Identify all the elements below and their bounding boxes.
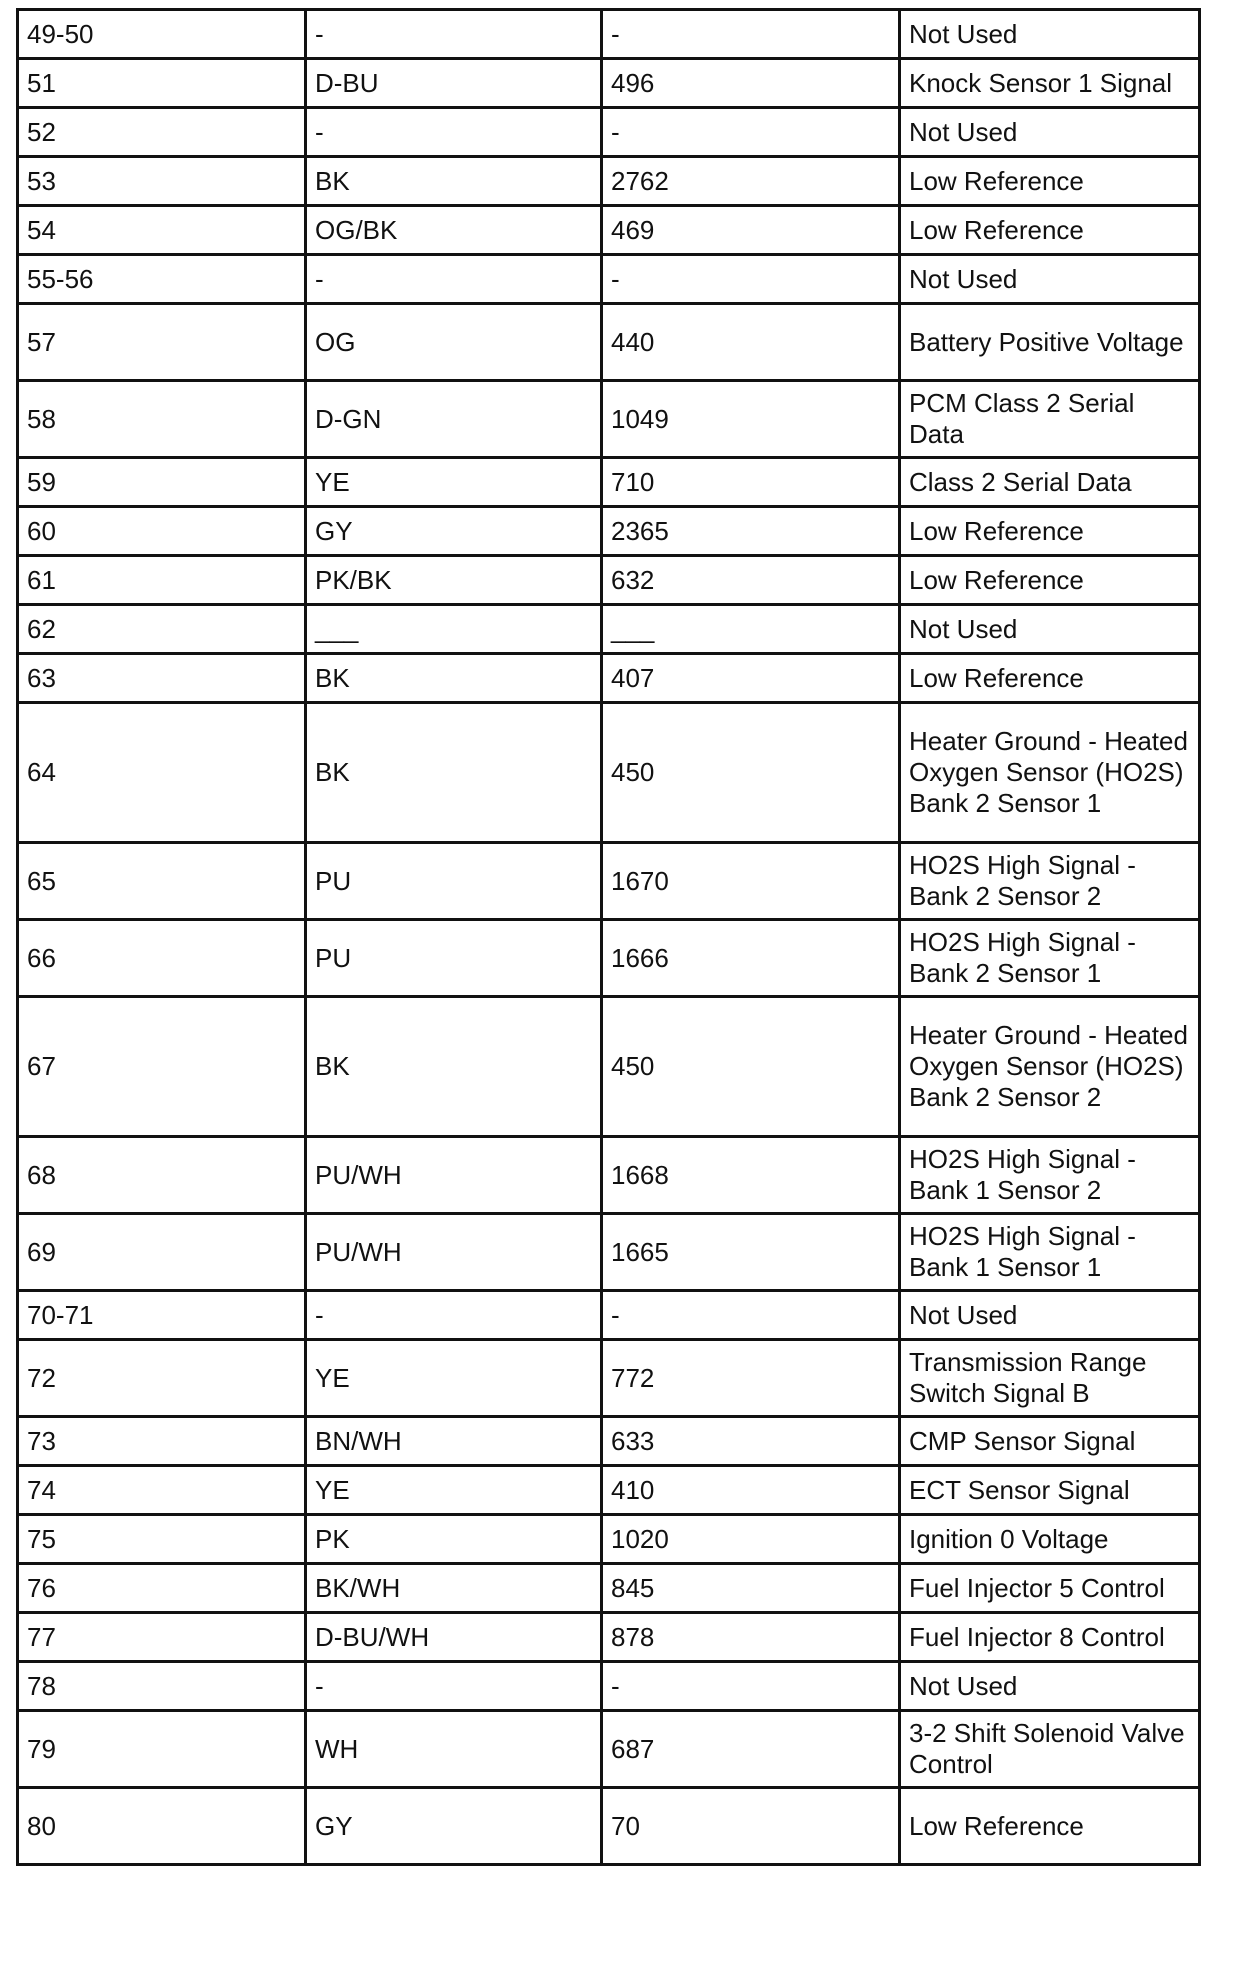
function-cell: HO2S High Signal - Bank 1 Sensor 2 [900, 1137, 1200, 1214]
pin-cell: 63 [18, 654, 306, 703]
table-row [18, 255, 1200, 304]
table-row [18, 997, 1200, 1137]
circuit-cell: 1668 [602, 1137, 900, 1214]
pin-cell: 59 [18, 458, 306, 507]
table-row [18, 381, 1200, 458]
table-row [18, 1466, 1200, 1515]
table-row [18, 1291, 1200, 1340]
pin-cell: 60 [18, 507, 306, 556]
table-row [18, 605, 1200, 654]
wire-color-cell: D-GN [306, 381, 602, 458]
circuit-cell: 772 [602, 1340, 900, 1417]
table-row [18, 556, 1200, 605]
wire-color-cell: YE [306, 458, 602, 507]
circuit-cell: 845 [602, 1564, 900, 1613]
function-cell: CMP Sensor Signal [900, 1417, 1200, 1466]
table-row [18, 654, 1200, 703]
function-cell: Not Used [900, 1291, 1200, 1340]
function-cell: Heater Ground - Heated Oxygen Sensor (HO2S) Bank 2 Sensor 2 [900, 997, 1200, 1137]
wire-color-cell: BK [306, 703, 602, 843]
pin-cell: 68 [18, 1137, 306, 1214]
pin-cell: 52 [18, 108, 306, 157]
table-row [18, 920, 1200, 997]
circuit-cell: 440 [602, 304, 900, 381]
function-cell: Not Used [900, 605, 1200, 654]
wire-color-cell: OG/BK [306, 206, 602, 255]
circuit-cell: 2762 [602, 157, 900, 206]
wire-color-cell: PK/BK [306, 556, 602, 605]
pin-cell: 70-71 [18, 1291, 306, 1340]
function-cell: Not Used [900, 255, 1200, 304]
function-cell: Low Reference [900, 654, 1200, 703]
function-cell: Knock Sensor 1 Signal [900, 59, 1200, 108]
function-cell: HO2S High Signal - Bank 1 Sensor 1 [900, 1214, 1200, 1291]
table-row [18, 157, 1200, 206]
wire-color-cell: BK/WH [306, 1564, 602, 1613]
circuit-cell: 407 [602, 654, 900, 703]
wire-color-cell: PU [306, 920, 602, 997]
wire-color-cell: YE [306, 1466, 602, 1515]
pin-cell: 77 [18, 1613, 306, 1662]
circuit-cell: 1666 [602, 920, 900, 997]
circuit-cell: - [602, 108, 900, 157]
function-cell: Low Reference [900, 206, 1200, 255]
table-row [18, 1711, 1200, 1788]
function-cell: Not Used [900, 10, 1200, 59]
pin-cell: 61 [18, 556, 306, 605]
circuit-cell: 496 [602, 59, 900, 108]
circuit-cell: 1049 [602, 381, 900, 458]
circuit-cell: 878 [602, 1613, 900, 1662]
wire-color-cell: GY [306, 507, 602, 556]
wire-color-cell: PU/WH [306, 1137, 602, 1214]
pin-cell: 78 [18, 1662, 306, 1711]
function-cell: PCM Class 2 Serial Data [900, 381, 1200, 458]
wire-color-cell: - [306, 108, 602, 157]
circuit-cell: - [602, 1291, 900, 1340]
wire-color-cell: GY [306, 1788, 602, 1865]
wire-color-cell: PK [306, 1515, 602, 1564]
pin-cell: 62 [18, 605, 306, 654]
circuit-cell: 687 [602, 1711, 900, 1788]
function-cell: Class 2 Serial Data [900, 458, 1200, 507]
circuit-cell: - [602, 10, 900, 59]
function-cell: ECT Sensor Signal [900, 1466, 1200, 1515]
wire-color-cell: - [306, 1662, 602, 1711]
wire-color-cell: YE [306, 1340, 602, 1417]
circuit-cell: 469 [602, 206, 900, 255]
pin-cell: 65 [18, 843, 306, 920]
table-row [18, 1340, 1200, 1417]
pin-cell: 74 [18, 1466, 306, 1515]
circuit-cell: 450 [602, 997, 900, 1137]
function-cell: Battery Positive Voltage [900, 304, 1200, 381]
wire-color-cell: BK [306, 654, 602, 703]
wire-color-cell: BN/WH [306, 1417, 602, 1466]
function-cell: HO2S High Signal - Bank 2 Sensor 1 [900, 920, 1200, 997]
function-cell: Not Used [900, 1662, 1200, 1711]
function-cell: Ignition 0 Voltage [900, 1515, 1200, 1564]
function-cell: Fuel Injector 8 Control [900, 1613, 1200, 1662]
pin-cell: 58 [18, 381, 306, 458]
circuit-cell: 2365 [602, 507, 900, 556]
circuit-cell: ___ [602, 605, 900, 654]
pin-cell: 75 [18, 1515, 306, 1564]
pin-cell: 55-56 [18, 255, 306, 304]
wire-color-cell: D-BU [306, 59, 602, 108]
wire-color-cell: - [306, 10, 602, 59]
circuit-cell: - [602, 255, 900, 304]
wire-color-cell: WH [306, 1711, 602, 1788]
pin-cell: 53 [18, 157, 306, 206]
wire-color-cell: ___ [306, 605, 602, 654]
circuit-cell: 632 [602, 556, 900, 605]
pin-cell: 49-50 [18, 10, 306, 59]
table-row [18, 843, 1200, 920]
wire-color-cell: BK [306, 157, 602, 206]
wire-color-cell: PU [306, 843, 602, 920]
table-row [18, 1214, 1200, 1291]
table-row [18, 507, 1200, 556]
table-row [18, 304, 1200, 381]
table-row [18, 1515, 1200, 1564]
table-row [18, 1788, 1200, 1865]
pin-cell: 64 [18, 703, 306, 843]
pin-cell: 57 [18, 304, 306, 381]
pin-cell: 69 [18, 1214, 306, 1291]
circuit-cell: 450 [602, 703, 900, 843]
function-cell: Low Reference [900, 157, 1200, 206]
wire-color-cell: OG [306, 304, 602, 381]
table-row [18, 1613, 1200, 1662]
pin-cell: 79 [18, 1711, 306, 1788]
pinout-table [16, 8, 1201, 1866]
table-row [18, 1417, 1200, 1466]
table-row [18, 10, 1200, 59]
pin-cell: 67 [18, 997, 306, 1137]
table-row [18, 59, 1200, 108]
table-row [18, 1137, 1200, 1214]
function-cell: Not Used [900, 108, 1200, 157]
wire-color-cell: - [306, 255, 602, 304]
pin-cell: 72 [18, 1340, 306, 1417]
wire-color-cell: BK [306, 997, 602, 1137]
table-row [18, 703, 1200, 843]
function-cell: Low Reference [900, 507, 1200, 556]
table-row [18, 458, 1200, 507]
wire-color-cell: D-BU/WH [306, 1613, 602, 1662]
circuit-cell: 1670 [602, 843, 900, 920]
function-cell: 3-2 Shift Solenoid Valve Control [900, 1711, 1200, 1788]
circuit-cell: 70 [602, 1788, 900, 1865]
wire-color-cell: - [306, 1291, 602, 1340]
function-cell: Transmission Range Switch Signal B [900, 1340, 1200, 1417]
wire-color-cell: PU/WH [306, 1214, 602, 1291]
pin-cell: 54 [18, 206, 306, 255]
pin-cell: 51 [18, 59, 306, 108]
function-cell: Low Reference [900, 556, 1200, 605]
pin-cell: 66 [18, 920, 306, 997]
function-cell: Heater Ground - Heated Oxygen Sensor (HO2S) Bank 2 Sensor 1 [900, 703, 1200, 843]
circuit-cell: 1665 [602, 1214, 900, 1291]
table-row [18, 108, 1200, 157]
circuit-cell: 710 [602, 458, 900, 507]
pin-cell: 76 [18, 1564, 306, 1613]
table-row [18, 1564, 1200, 1613]
function-cell: Low Reference [900, 1788, 1200, 1865]
circuit-cell: - [602, 1662, 900, 1711]
pin-cell: 80 [18, 1788, 306, 1865]
table-row [18, 1662, 1200, 1711]
circuit-cell: 410 [602, 1466, 900, 1515]
circuit-cell: 633 [602, 1417, 900, 1466]
function-cell: HO2S High Signal - Bank 2 Sensor 2 [900, 843, 1200, 920]
pin-cell: 73 [18, 1417, 306, 1466]
function-cell: Fuel Injector 5 Control [900, 1564, 1200, 1613]
table-row [18, 206, 1200, 255]
circuit-cell: 1020 [602, 1515, 900, 1564]
